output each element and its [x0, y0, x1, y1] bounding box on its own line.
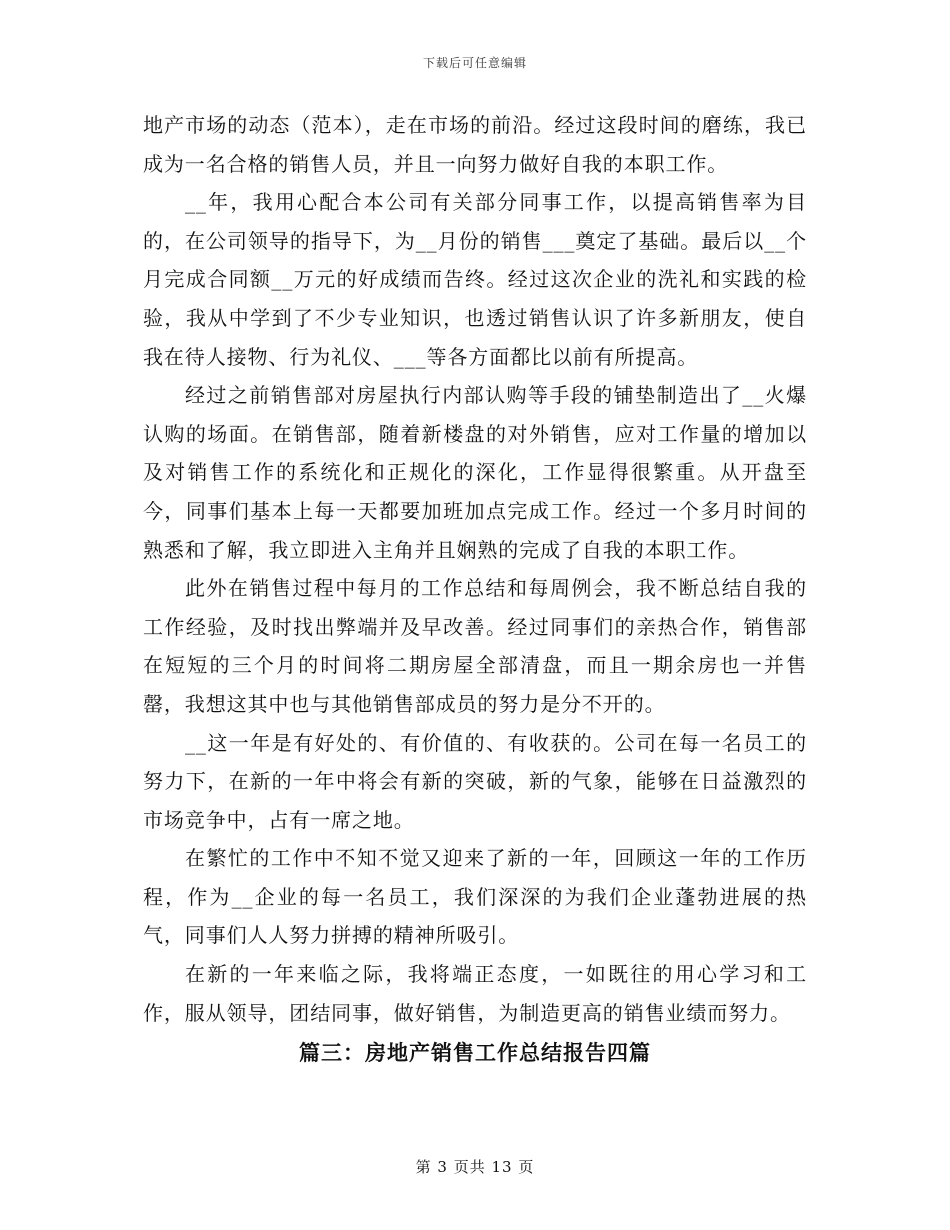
- paragraph-continuation: 地产市场的动态（范本），走在市场的前沿。经过这段时间的磨练，我已成为一名合格的销售人员，并且一向努力做好自我的本职工作。: [143, 113, 807, 176]
- paragraph: 在新的一年来临之际，我将端正态度，一如既往的用心学习和工作，服从领导，团结同事，做好销售，为制造更高的销售业绩而努力。: [143, 962, 807, 1025]
- paragraph: __这一年是有好处的、有价值的、有收获的。公司在每一名员工的努力下，在新的一年中将会有新的突破，新的气象，能够在日益激烈的市场竞争中，占有一席之地。: [143, 730, 807, 832]
- page-header: 下载后可任意编辑: [422, 56, 527, 70]
- paragraph: 经过之前销售部对房屋执行内部认购等手段的铺垫制造出了__火爆认购的场面。在销售部，随着新楼盘的对外销售，应对工作量的增加以及对销售工作的系统化和正规化的深化，工作显得很繁重。从开盘至今，同事们基本上每一天都要加班加点完成工作。经过一个多月时间的熟悉和了解，我立即进入主角并且娴熟的完成了自我的本职工作。: [143, 383, 807, 562]
- paragraph: 在繁忙的工作中不知不觉又迎来了新的一年，回顾这一年的工作历程，作为__企业的每一名员工，我们深深的为我们企业蓬勃进展的热气，同事们人人努力拼搏的精神所吸引。: [143, 846, 807, 948]
- paragraph: 此外在销售过程中每月的工作总结和每周例会，我不断总结自我的工作经验，及时找出弊端并及早改善。经过同事们的亲热合作，销售部在短短的三个月的时间将二期房屋全部清盘，而且一期余房也一并售罄，我想这其中也与其他销售部成员的努力是分不开的。: [143, 576, 807, 716]
- paragraph: __年，我用心配合本公司有关部分同事工作，以提高销售率为目的，在公司领导的指导下，为__月份的销售___奠定了基础。最后以__个月完成合同额__万元的好成绩而告终。经过这次企业的洗礼和实践的检验，我从中学到了不少专业知识，也透过销售认识了许多新朋友，使自我在待人接物、行为礼仪、___等各方面都比以前有所提高。: [143, 190, 807, 369]
- section-title: 篇三：房地产销售工作总结报告四篇: [299, 1041, 651, 1066]
- page-number: 第 3 页共 13 页: [415, 1158, 535, 1176]
- document-body: [143, 106, 807, 1072]
